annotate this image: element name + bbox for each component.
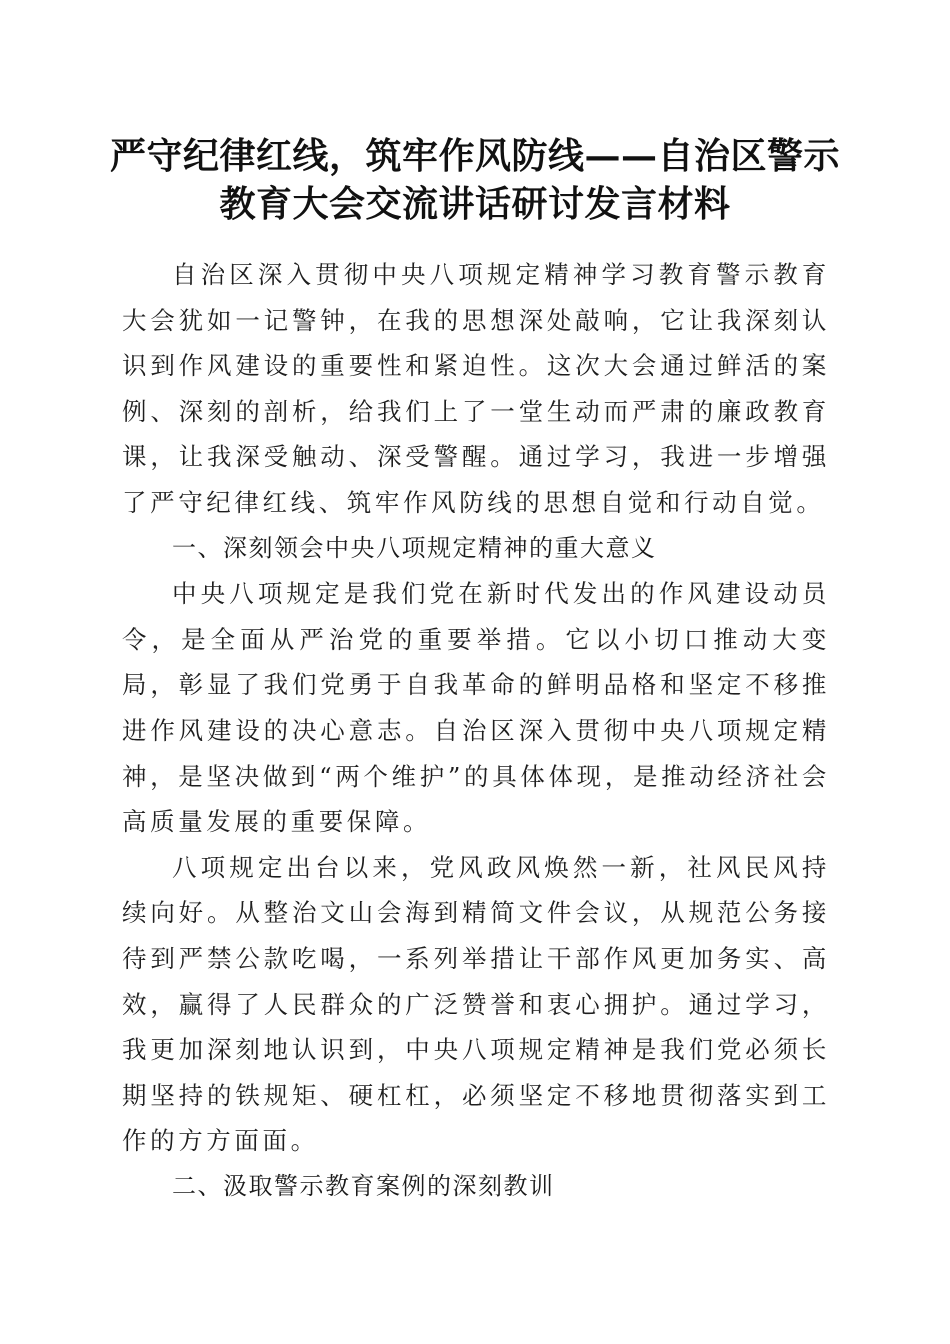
title-line-1: 严守纪律红线，筑牢作风防线——自治区警示 <box>109 135 840 177</box>
document-title <box>60 132 890 228</box>
document-body <box>122 252 830 1209</box>
paragraph-significance: 中央八项规定是我们党在新时代发出的作风建设动员令，是全面从严治党的重要举措。它以小切口推动大变局，彰显了我们党勇于自我革命的鲜明品格和坚定不移推进作风建设的决心意志。自治区深入贯彻中央八项规定精神，是坚决做到“两个维护”的具体体现，是推动经济社会高质量发展的重要保障。 <box>122 579 830 837</box>
title-line-2: 教育大会交流讲话研讨发言材料 <box>219 183 731 225</box>
paragraph-intro: 自治区深入贯彻中央八项规定精神学习教育警示教育大会犹如一记警钟，在我的思想深处敲响，它让我深刻认识到作风建设的重要性和紧迫性。这次大会通过鲜活的案例、深刻的剖析，给我们上了一堂生动而严肃的廉政教育课，让我深受触动、深受警醒。通过学习，我进一步增强了严守纪律红线、筑牢作风防线的思想自觉和行动自觉。 <box>122 260 830 517</box>
section-heading-2: 二、汲取警示教育案例的深刻教训 <box>172 1171 555 1200</box>
paragraph-achievements: 八项规定出台以来，党风政风焕然一新，社风民风持续向好。从整治文山会海到精简文件会议，从规范公务接待到严禁公款吃喝，一系列举措让干部作风更加务实、高效，赢得了人民群众的广泛赞誉和衷心拥护。通过学习，我更加深刻地认识到，中央八项规定精神是我们党必须长期坚持的铁规矩、硬杠杠，必须坚定不移地贯彻落实到工作的方方面面。 <box>122 852 830 1156</box>
section-heading-1: 一、深刻领会中央八项规定精神的重大意义 <box>172 533 657 562</box>
